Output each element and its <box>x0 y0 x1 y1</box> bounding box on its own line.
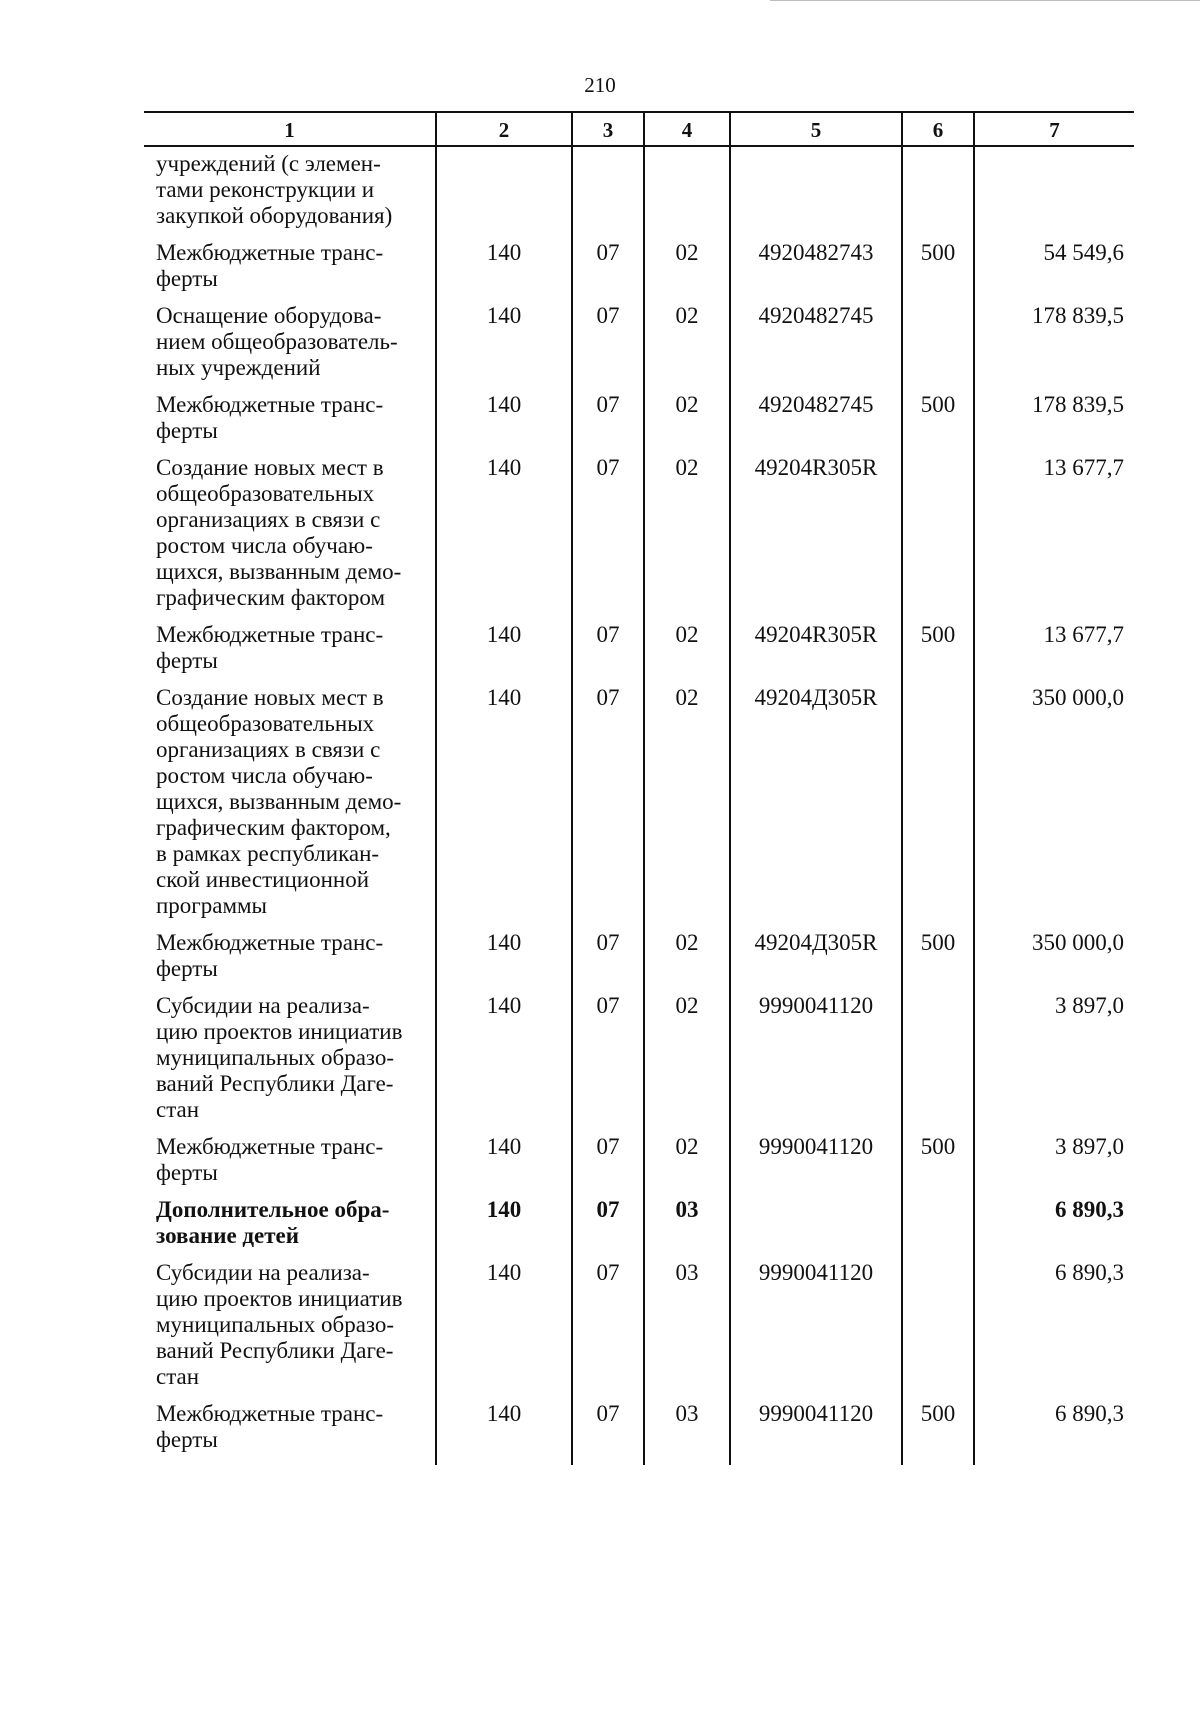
ministry-code: 140 <box>436 926 572 989</box>
table-row <box>144 1130 1134 1193</box>
target-article-code: 49204Д305R <box>730 681 902 926</box>
ministry-code: 140 <box>436 1193 572 1256</box>
ministry-code: 140 <box>436 1256 572 1397</box>
expense-type-code <box>902 1193 974 1256</box>
target-article-code <box>730 146 902 236</box>
subsection-code: 03 <box>644 1397 730 1465</box>
expense-type-code: 500 <box>902 618 974 681</box>
amount: 6 890,3 <box>974 1397 1134 1465</box>
expense-type-code <box>902 681 974 926</box>
row-description: Дополнительное обра- зование детей <box>156 1197 390 1248</box>
subsection-code: 02 <box>644 989 730 1130</box>
expense-type-code: 500 <box>902 1130 974 1193</box>
ministry-code: 140 <box>436 989 572 1130</box>
target-article-code: 49204R305R <box>730 618 902 681</box>
column-header: 5 <box>730 112 902 146</box>
subsection-code: 02 <box>644 299 730 388</box>
expense-type-code <box>902 1256 974 1397</box>
subsection-code: 03 <box>644 1193 730 1256</box>
row-description: Оснащение оборудова- нием общеобразователь- ных учреждений <box>156 303 398 380</box>
ministry-code: 140 <box>436 236 572 299</box>
subsection-code <box>644 146 730 236</box>
page-number: 210 <box>584 73 616 97</box>
row-description: Создание новых мест в общеобразовательных организациях в связи с ростом числа обучаю- щихся, вызванным демо- графическим фактором, в рамках республикан- ской инвестиционной программы <box>156 685 402 918</box>
table-row <box>144 1256 1134 1397</box>
amount <box>974 146 1134 236</box>
table-row <box>144 1397 1134 1465</box>
row-description: учреждений (с элемен- тами реконструкции и закупкой оборудования) <box>156 151 393 228</box>
section-code: 07 <box>572 299 644 388</box>
row-description: Межбюджетные транс- ферты <box>156 1401 384 1452</box>
column-header: 1 <box>144 112 436 146</box>
subsection-code: 02 <box>644 236 730 299</box>
expense-type-code <box>902 299 974 388</box>
row-description: Создание новых мест в общеобразовательных организациях в связи с ростом числа обучаю- щихся, вызванным демо- графическим фактором <box>156 455 402 610</box>
row-description: Межбюджетные транс- ферты <box>156 622 384 673</box>
table-body <box>144 146 1134 1465</box>
target-article-code: 4920482745 <box>730 299 902 388</box>
ministry-code: 140 <box>436 1130 572 1193</box>
amount: 350 000,0 <box>974 681 1134 926</box>
ministry-code: 140 <box>436 299 572 388</box>
target-article-code: 9990041120 <box>730 1397 902 1465</box>
amount: 6 890,3 <box>974 1256 1134 1397</box>
subsection-code: 03 <box>644 1256 730 1397</box>
table-row <box>144 388 1134 451</box>
table-row <box>144 618 1134 681</box>
row-description: Субсидии на реализа- цию проектов инициатив муниципальных образо- ваний Республики Даге- стан <box>156 1260 403 1389</box>
row-description: Субсидии на реализа- цию проектов инициатив муниципальных образо- ваний Республики Даге- стан <box>156 993 403 1122</box>
column-header: 6 <box>902 112 974 146</box>
amount: 13 677,7 <box>974 618 1134 681</box>
target-article-code: 9990041120 <box>730 1130 902 1193</box>
subsection-code: 02 <box>644 388 730 451</box>
column-header: 4 <box>644 112 730 146</box>
target-article-code: 9990041120 <box>730 989 902 1130</box>
ministry-code <box>436 146 572 236</box>
expense-type-code: 500 <box>902 1397 974 1465</box>
table-row <box>144 236 1134 299</box>
expense-type-code: 500 <box>902 236 974 299</box>
table-row <box>144 989 1134 1130</box>
section-code: 07 <box>572 236 644 299</box>
section-code: 07 <box>572 1397 644 1465</box>
target-article-code: 49204Д305R <box>730 926 902 989</box>
section-code: 07 <box>572 1130 644 1193</box>
subsection-code: 02 <box>644 618 730 681</box>
table-row <box>144 1193 1134 1256</box>
target-article-code: 49204R305R <box>730 451 902 618</box>
target-article-code: 4920482743 <box>730 236 902 299</box>
column-header: 7 <box>974 112 1134 146</box>
section-code <box>572 146 644 236</box>
row-description: Межбюджетные транс- ферты <box>156 392 384 443</box>
row-description: Межбюджетные транс- ферты <box>156 240 384 291</box>
expense-type-code <box>902 146 974 236</box>
header-row <box>144 112 1134 146</box>
table-row <box>144 926 1134 989</box>
section-code: 07 <box>572 1256 644 1397</box>
section-code: 07 <box>572 451 644 618</box>
amount: 13 677,7 <box>974 451 1134 618</box>
table-row <box>144 451 1134 618</box>
ministry-code: 140 <box>436 1397 572 1465</box>
section-code: 07 <box>572 926 644 989</box>
expense-type-code: 500 <box>902 388 974 451</box>
subsection-code: 02 <box>644 681 730 926</box>
amount: 3 897,0 <box>974 1130 1134 1193</box>
table-row <box>144 299 1134 388</box>
ministry-code: 140 <box>436 618 572 681</box>
amount: 6 890,3 <box>974 1193 1134 1256</box>
section-code: 07 <box>572 1193 644 1256</box>
amount: 54 549,6 <box>974 236 1134 299</box>
section-code: 07 <box>572 989 644 1130</box>
subsection-code: 02 <box>644 926 730 989</box>
expense-type-code <box>902 989 974 1130</box>
target-article-code: 9990041120 <box>730 1256 902 1397</box>
ministry-code: 140 <box>436 388 572 451</box>
row-description: Межбюджетные транс- ферты <box>156 1134 384 1185</box>
amount: 3 897,0 <box>974 989 1134 1130</box>
amount: 350 000,0 <box>974 926 1134 989</box>
expense-type-code: 500 <box>902 926 974 989</box>
table-row <box>144 146 1134 236</box>
table-row <box>144 681 1134 926</box>
section-code: 07 <box>572 681 644 926</box>
budget-table <box>144 111 1134 1465</box>
row-description: Межбюджетные транс- ферты <box>156 930 384 981</box>
top-scan-rule <box>770 0 1200 1</box>
subsection-code: 02 <box>644 1130 730 1193</box>
ministry-code: 140 <box>436 681 572 926</box>
expense-type-code <box>902 451 974 618</box>
amount: 178 839,5 <box>974 299 1134 388</box>
column-header: 3 <box>572 112 644 146</box>
ministry-code: 140 <box>436 451 572 618</box>
section-code: 07 <box>572 388 644 451</box>
amount: 178 839,5 <box>974 388 1134 451</box>
target-article-code <box>730 1193 902 1256</box>
target-article-code: 4920482745 <box>730 388 902 451</box>
section-code: 07 <box>572 618 644 681</box>
column-header: 2 <box>436 112 572 146</box>
subsection-code: 02 <box>644 451 730 618</box>
